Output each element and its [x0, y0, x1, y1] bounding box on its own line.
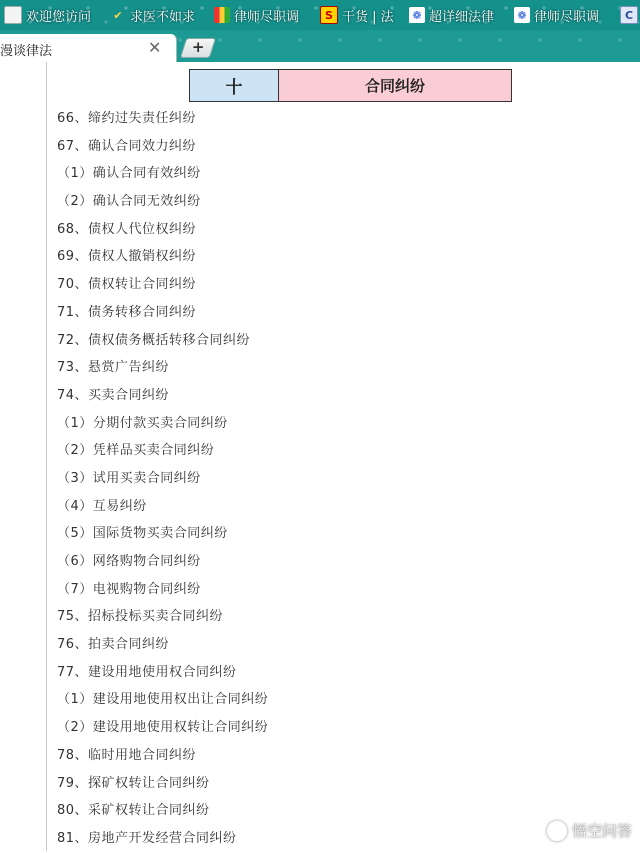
- list-item: 67、确认合同效力纠纷: [57, 138, 197, 154]
- baidu-paw-icon: ❁: [409, 7, 425, 23]
- bookmark-item[interactable]: [620, 0, 640, 30]
- s-logo-icon: S: [320, 6, 338, 24]
- bookmark-label: 干货 | 法: [342, 9, 394, 25]
- close-icon[interactable]: ✕: [148, 38, 162, 57]
- list-item: （7）电视购物合同纠纷: [57, 581, 201, 597]
- list-item: 77、建设用地使用权合同纠纷: [57, 664, 237, 680]
- bookmark-item[interactable]: [514, 0, 599, 30]
- page-content: [0, 62, 640, 851]
- list-item: 75、招标投标买卖合同纠纷: [57, 609, 224, 625]
- baidu-paw-icon: ❁: [514, 7, 530, 23]
- bookmarks-bar: [0, 0, 640, 30]
- bookmark-item[interactable]: [110, 0, 195, 30]
- bookmark-item[interactable]: [214, 0, 299, 30]
- list-item: 74、买卖合同纠纷: [57, 387, 170, 403]
- list-item: （3）试用买卖合同纠纷: [57, 470, 201, 486]
- active-tab[interactable]: [0, 34, 177, 62]
- wukong-logo-icon: [547, 821, 567, 841]
- bookmark-item[interactable]: [4, 0, 91, 30]
- list-item: 72、债权债务概括转移合同纠纷: [57, 332, 251, 348]
- list-item: 73、悬赏广告纠纷: [57, 360, 170, 376]
- list-item: 70、债权转让合同纠纷: [57, 277, 197, 293]
- section-title: 合同纠纷: [279, 70, 511, 101]
- tab-title: 漫谈律法: [0, 44, 53, 59]
- list-item: 69、债权人撤销权纠纷: [57, 249, 197, 265]
- bookmark-label: 律师尽职调: [234, 9, 300, 25]
- bookmark-label: 超详细法律: [429, 9, 495, 25]
- new-tab-button[interactable]: [180, 38, 216, 58]
- colorful-logo-icon: [214, 7, 230, 23]
- list-item: （2）凭样品买卖合同纠纷: [57, 443, 215, 459]
- list-item: （1）分期付款买卖合同纠纷: [57, 415, 228, 431]
- list-item: （5）国际货物买卖合同纠纷: [57, 526, 228, 542]
- bookmark-label: 律师尽职调: [534, 9, 600, 25]
- list-item: （1）确认合同有效纠纷: [57, 166, 201, 182]
- list-item: 76、拍卖合同纠纷: [57, 637, 170, 653]
- list-item: （4）互易纠纷: [57, 498, 147, 514]
- bookmark-item[interactable]: [320, 0, 394, 30]
- list-item: （2）建设用地使用权转让合同纠纷: [57, 720, 269, 736]
- section-header-table: [189, 69, 512, 102]
- list-item: 68、债权人代位权纠纷: [57, 221, 197, 237]
- page-icon: [4, 6, 22, 24]
- left-border-line: [46, 62, 47, 851]
- list-item: （2）确认合同无效纠纷: [57, 194, 201, 210]
- list-item: （6）网络购物合同纠纷: [57, 554, 201, 569]
- list-item: 66、缔约过失责任纠纷: [57, 111, 197, 126]
- tab-strip: [0, 30, 640, 62]
- c-logo-icon: C: [620, 6, 638, 24]
- list-item: 79、探矿权转让合同纠纷: [57, 775, 210, 791]
- section-number: 十: [190, 70, 279, 101]
- bookmark-label: 欢迎您访问: [26, 9, 92, 25]
- list-item: 80、采矿权转让合同纠纷: [57, 803, 210, 819]
- check-icon: ✔: [113, 8, 123, 22]
- list-item: （1）建设用地使用权出让合同纠纷: [57, 692, 269, 708]
- dispute-list: [57, 105, 268, 853]
- list-item: 78、临时用地合同纠纷: [57, 747, 197, 763]
- watermark-text: 悟空问答: [571, 822, 632, 840]
- bookmark-label: 求医不如求: [130, 9, 196, 25]
- list-item: 71、债务转移合同纠纷: [57, 304, 197, 320]
- list-item: 81、房地产开发经营合同纠纷: [57, 830, 237, 846]
- plus-icon: +: [191, 38, 205, 56]
- bookmark-item[interactable]: [409, 0, 494, 30]
- watermark: [547, 820, 632, 841]
